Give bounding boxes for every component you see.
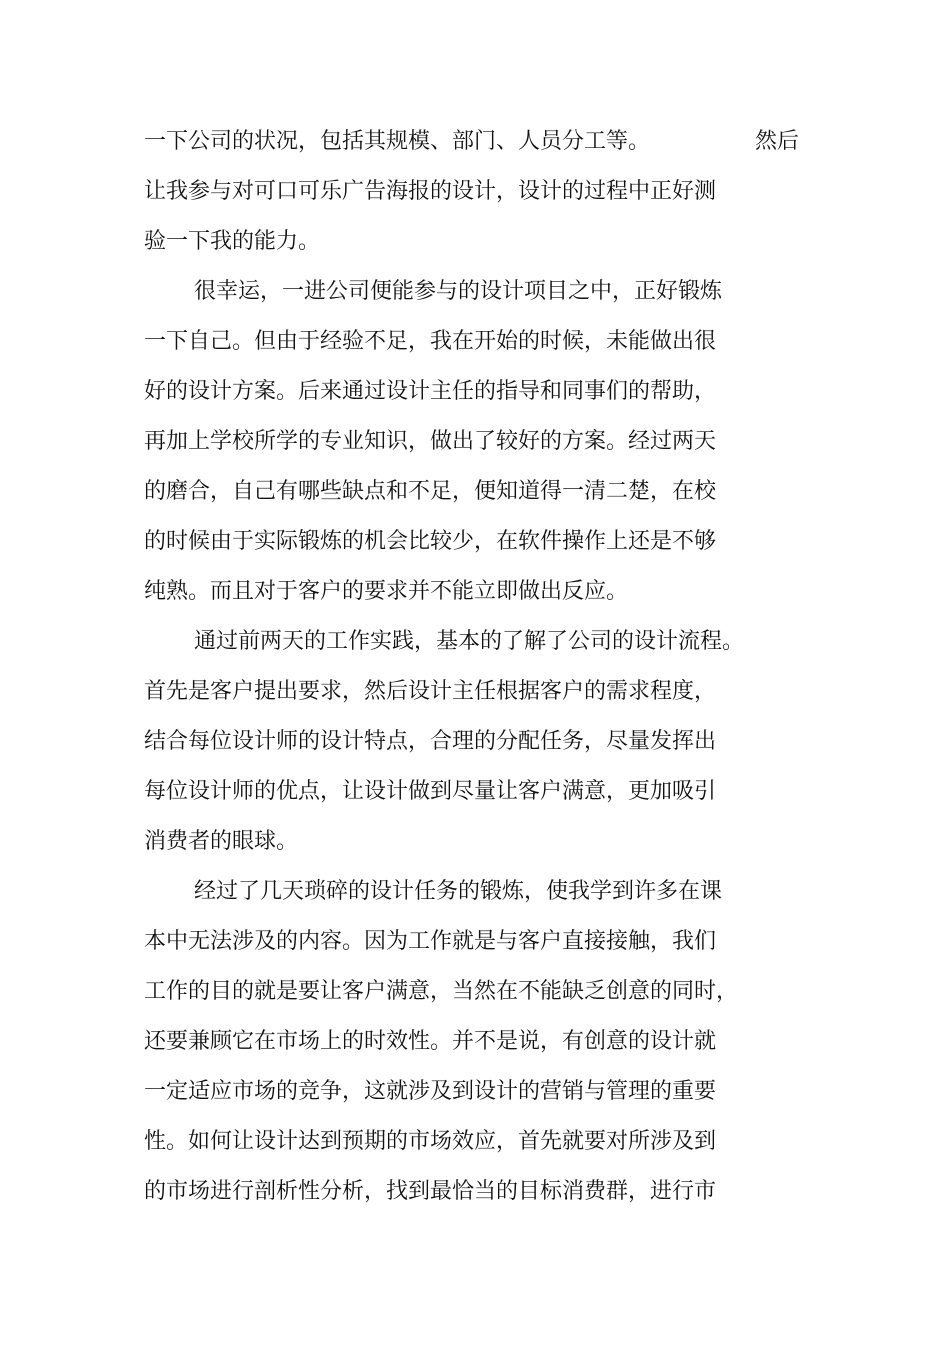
text-line-15: 消费者的眼球。 <box>144 829 299 854</box>
text-line-8: 的磨合，自己有哪些缺点和不足，便知道得一清二楚，在校 <box>144 479 717 504</box>
text-line-18: 工作的目的就是要让客户满意，当然在不能缺乏创意的同时， <box>144 979 739 1004</box>
text-line-2: 让我参与对可口可乐广告海报的设计，设计的过程中正好测 <box>144 179 717 204</box>
paragraph-start-line: 通过前两天的工作实践，基本的了解了公司的设计流程。 <box>194 629 745 654</box>
text-line-19: 还要兼顾它在市场上的时效性。并不是说，有创意的设计就 <box>144 1029 717 1054</box>
text-line-22: 的市场进行剖析性分析，找到最恰当的目标消费群，进行市 <box>144 1179 717 1204</box>
paragraph-start-line: 很幸运，一进公司便能参与的设计项目之中，正好锻炼 <box>194 279 723 304</box>
text-line-3: 验一下我的能力。 <box>144 229 321 254</box>
text-line-1-trailing: 然后 <box>755 129 800 154</box>
text-line-1: 一下公司的状况，包括其规模、部门、人员分工等。 <box>144 129 651 154</box>
text-line-20: 一定适应市场的竞争，这就涉及到设计的营销与管理的重要 <box>144 1079 717 1104</box>
text-line-9: 的时候由于实际锻炼的机会比较少，在软件操作上还是不够 <box>144 529 717 554</box>
text-line-17: 本中无法涉及的内容。因为工作就是与客户直接接触，我们 <box>144 929 717 954</box>
text-line-13: 结合每位设计师的设计特点，合理的分配任务，尽量发挥出 <box>144 729 717 754</box>
text-line-5: 一下自己。但由于经验不足，我在开始的时候，未能做出很 <box>144 329 717 354</box>
text-line-7: 再加上学校所学的专业知识，做出了较好的方案。经过两天 <box>144 429 717 454</box>
paragraph-start-line: 经过了几天琐碎的设计任务的锻炼，使我学到许多在课 <box>194 879 723 904</box>
text-line-10: 纯熟。而且对于客户的要求并不能立即做出反应。 <box>144 579 629 604</box>
text-line-6: 好的设计方案。后来通过设计主任的指导和同事们的帮助， <box>144 379 717 404</box>
text-line-21: 性。如何让设计达到预期的市场效应，首先就要对所涉及到 <box>144 1129 717 1154</box>
text-line-12: 首先是客户提出要求，然后设计主任根据客户的需求程度， <box>144 679 717 704</box>
text-line-14: 每位设计师的优点，让设计做到尽量让客户满意，更加吸引 <box>144 779 717 804</box>
